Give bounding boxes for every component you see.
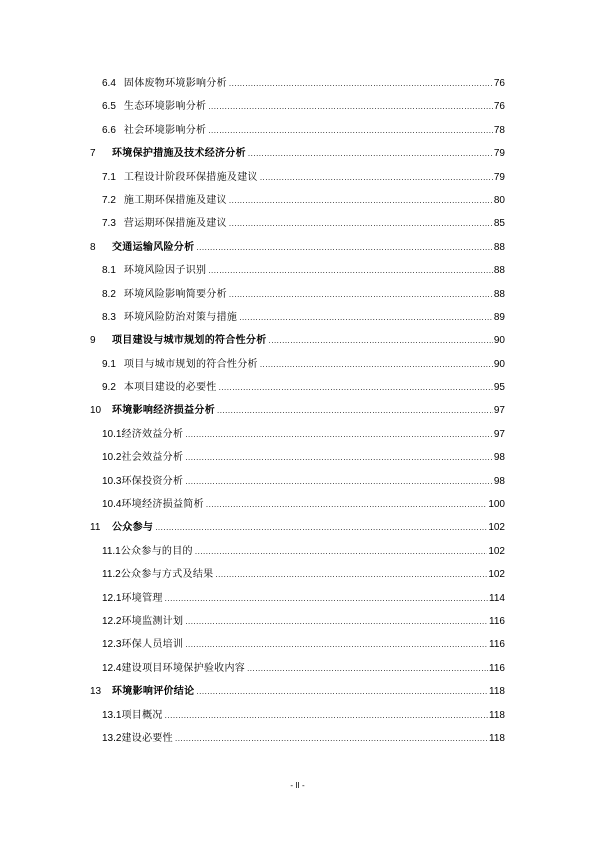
toc-entry[interactable] bbox=[90, 306, 505, 329]
toc-entry-number: 9.2 bbox=[102, 382, 116, 394]
toc-dot-leader bbox=[208, 119, 493, 142]
toc-entry-page: 78 bbox=[493, 124, 505, 136]
toc-entry-page: 97 bbox=[493, 428, 505, 440]
toc-entry-page: 90 bbox=[493, 335, 505, 347]
toc-entry-page: 102 bbox=[488, 569, 505, 581]
toc-entry-number: 7.2 bbox=[102, 194, 116, 206]
toc-entry-title: 固体废物环境影响分析 bbox=[123, 78, 227, 89]
toc-entry-number: 9 bbox=[90, 335, 96, 347]
toc-entry-number: 11 bbox=[90, 522, 101, 534]
toc-entry-title: 营运期环保措施及建议 bbox=[123, 218, 227, 230]
toc-entry-number: 11.2 bbox=[102, 569, 121, 581]
toc-entry-number: 6.6 bbox=[102, 124, 116, 136]
toc-entry[interactable] bbox=[90, 727, 505, 750]
toc-entry-page: 118 bbox=[489, 732, 505, 744]
toc-entry[interactable] bbox=[90, 540, 505, 563]
toc-entry-page: 89 bbox=[493, 311, 505, 323]
toc-entry-title: 环境保护措施及技术经济分析 bbox=[112, 148, 246, 160]
toc-entry-title: 环境监测计划 bbox=[121, 615, 184, 627]
toc-entry-title: 本项目建设的必要性 bbox=[123, 382, 217, 394]
toc-dot-leader bbox=[269, 329, 493, 352]
toc-entry-number: 8 bbox=[90, 241, 96, 253]
toc-entry-page: 114 bbox=[489, 592, 505, 604]
toc-dot-leader bbox=[260, 353, 493, 376]
toc-entry-title: 公众参与方式及结果 bbox=[120, 569, 214, 581]
toc-entry-title: 生态环境影响分析 bbox=[123, 101, 207, 113]
toc-dot-leader bbox=[215, 563, 487, 586]
toc-entry[interactable] bbox=[90, 259, 505, 282]
toc-entry[interactable] bbox=[90, 610, 505, 633]
toc-entry[interactable] bbox=[90, 95, 505, 118]
toc-dot-leader bbox=[229, 189, 493, 212]
toc-dot-leader bbox=[206, 493, 487, 516]
toc-entry[interactable] bbox=[90, 142, 505, 165]
toc-dot-leader bbox=[239, 306, 493, 329]
toc-entry-page: 102 bbox=[488, 522, 505, 534]
toc-dot-leader bbox=[229, 72, 493, 95]
toc-entry-page: 118 bbox=[489, 709, 505, 721]
toc-entry-page: 118 bbox=[489, 686, 505, 698]
toc-dot-leader bbox=[229, 212, 493, 235]
toc-dot-leader bbox=[185, 446, 493, 469]
toc-entry-title: 环境管理 bbox=[121, 592, 163, 604]
toc-entry-page: 95 bbox=[493, 382, 505, 394]
toc-entry-title: 项目建设与城市规划的符合性分析 bbox=[112, 335, 267, 347]
toc-entry-title: 社会环境影响分析 bbox=[123, 124, 207, 136]
toc-entry-title: 公众参与的目的 bbox=[120, 545, 193, 557]
toc-entry[interactable] bbox=[90, 329, 505, 352]
toc-entry-number: 12.2 bbox=[102, 615, 122, 627]
page-number: - II - bbox=[290, 781, 305, 790]
toc-entry-page: 102 bbox=[488, 545, 505, 557]
toc-entry-number: 9.1 bbox=[102, 358, 116, 370]
toc-entry-number: 12.4 bbox=[102, 662, 122, 674]
toc-entry-title: 施工期环保措施及建议 bbox=[123, 194, 227, 206]
toc-entry-title: 公众参与 bbox=[112, 522, 154, 534]
toc-entry-title: 交通运输风险分析 bbox=[112, 241, 195, 253]
toc-entry[interactable] bbox=[90, 189, 505, 212]
toc-entry-number: 13.1 bbox=[102, 709, 122, 721]
toc-dot-leader bbox=[165, 587, 488, 610]
toc-entry-number: 7.3 bbox=[102, 218, 116, 230]
toc-entry[interactable] bbox=[90, 166, 505, 189]
toc-entry[interactable] bbox=[90, 704, 505, 727]
toc-entry-page: 98 bbox=[493, 475, 505, 487]
toc-entry[interactable] bbox=[90, 119, 505, 142]
toc-entry-page: 80 bbox=[493, 194, 505, 206]
toc-entry-number: 13 bbox=[90, 686, 102, 698]
toc-entry-page: 98 bbox=[493, 452, 505, 464]
toc-dot-leader bbox=[208, 259, 493, 282]
toc-entry-number: 12.3 bbox=[102, 639, 122, 651]
toc-entry-title: 建设必要性 bbox=[121, 732, 173, 744]
toc-entry-page: 116 bbox=[489, 639, 505, 651]
toc-entry-title: 社会效益分析 bbox=[121, 452, 184, 464]
toc-entry-number: 11.1 bbox=[102, 545, 121, 557]
toc-dot-leader bbox=[185, 633, 488, 656]
toc-entry-number: 10.1 bbox=[102, 428, 122, 440]
toc-entry-page: 88 bbox=[493, 288, 505, 300]
toc-entry[interactable] bbox=[90, 516, 505, 539]
toc-dot-leader bbox=[185, 423, 493, 446]
table-of-contents bbox=[90, 72, 505, 750]
toc-entry[interactable] bbox=[90, 236, 505, 259]
toc-entry-number: 12.1 bbox=[102, 592, 122, 604]
toc-entry-number: 13.2 bbox=[102, 732, 122, 744]
toc-dot-leader bbox=[185, 610, 488, 633]
toc-entry-number: 8.1 bbox=[102, 265, 116, 277]
toc-entry-title: 环保投资分析 bbox=[121, 475, 184, 487]
toc-entry-page: 116 bbox=[489, 662, 505, 674]
toc-dot-leader bbox=[248, 142, 493, 165]
toc-entry-page: 88 bbox=[493, 265, 505, 277]
toc-entry-page: 90 bbox=[493, 358, 505, 370]
toc-entry-title: 项目与城市规划的符合性分析 bbox=[123, 358, 258, 370]
toc-entry[interactable] bbox=[90, 470, 505, 493]
toc-entry[interactable] bbox=[90, 493, 505, 516]
toc-entry-title: 环保人员培训 bbox=[121, 639, 184, 651]
toc-dot-leader bbox=[208, 95, 493, 118]
toc-entry-page: 116 bbox=[489, 615, 505, 627]
toc-dot-leader bbox=[217, 399, 493, 422]
toc-entry[interactable] bbox=[90, 680, 505, 703]
toc-dot-leader bbox=[196, 680, 488, 703]
toc-entry-number: 10.3 bbox=[102, 475, 122, 487]
toc-entry-number: 7.1 bbox=[102, 171, 116, 183]
toc-dot-leader bbox=[219, 376, 493, 399]
toc-entry[interactable] bbox=[90, 587, 505, 610]
toc-entry-title: 环境风险影响简要分析 bbox=[123, 288, 227, 300]
toc-entry-number: 10 bbox=[90, 405, 102, 417]
toc-dot-leader bbox=[175, 727, 488, 750]
toc-entry[interactable] bbox=[90, 657, 505, 680]
toc-dot-leader bbox=[229, 283, 493, 306]
toc-entry-number: 8.2 bbox=[102, 288, 116, 300]
toc-entry-page: 100 bbox=[488, 499, 505, 511]
toc-entry[interactable] bbox=[90, 399, 505, 422]
toc-entry[interactable] bbox=[90, 72, 505, 95]
toc-entry[interactable] bbox=[90, 633, 505, 656]
toc-entry[interactable] bbox=[90, 283, 505, 306]
toc-dot-leader bbox=[155, 516, 487, 539]
toc-dot-leader bbox=[165, 704, 488, 727]
toc-dot-leader bbox=[260, 166, 493, 189]
toc-entry-number: 10.4 bbox=[102, 499, 122, 511]
toc-entry-title: 环境风险因子识别 bbox=[123, 265, 207, 277]
toc-entry[interactable] bbox=[90, 563, 505, 586]
toc-entry-page: 79 bbox=[493, 171, 505, 183]
toc-entry-page: 76 bbox=[493, 78, 505, 89]
toc-entry-title: 工程设计阶段环保措施及建议 bbox=[123, 171, 258, 183]
toc-entry-page: 88 bbox=[493, 241, 505, 253]
toc-entry[interactable] bbox=[90, 376, 505, 399]
toc-entry-title: 环境影响评价结论 bbox=[112, 686, 195, 698]
toc-entry-page: 76 bbox=[493, 101, 505, 113]
toc-entry-page: 97 bbox=[493, 405, 505, 417]
toc-entry-number: 10.2 bbox=[102, 452, 122, 464]
toc-entry-number: 6.4 bbox=[102, 78, 116, 89]
toc-entry[interactable] bbox=[90, 212, 505, 235]
toc-entry-title: 环境影响经济损益分析 bbox=[112, 405, 215, 417]
toc-entry-number: 7 bbox=[90, 148, 96, 160]
toc-entry-number: 6.5 bbox=[102, 101, 116, 113]
toc-entry-page: 79 bbox=[493, 148, 505, 160]
toc-entry-page: 85 bbox=[493, 218, 505, 230]
toc-dot-leader bbox=[196, 236, 492, 259]
toc-entry[interactable] bbox=[90, 423, 505, 446]
toc-dot-leader bbox=[195, 540, 487, 563]
toc-dot-leader bbox=[185, 470, 493, 493]
toc-entry-title: 环境风险防治对策与措施 bbox=[123, 311, 238, 323]
toc-dot-leader bbox=[247, 657, 488, 680]
toc-entry[interactable] bbox=[90, 353, 505, 376]
toc-entry-number: 8.3 bbox=[102, 311, 116, 323]
toc-entry-title: 经济效益分析 bbox=[121, 428, 184, 440]
toc-entry-title: 环境经济损益简析 bbox=[121, 499, 204, 511]
toc-entry-title: 项目概况 bbox=[121, 709, 163, 721]
toc-entry-title: 建设项目环境保护验收内容 bbox=[121, 662, 246, 674]
toc-entry[interactable] bbox=[90, 446, 505, 469]
